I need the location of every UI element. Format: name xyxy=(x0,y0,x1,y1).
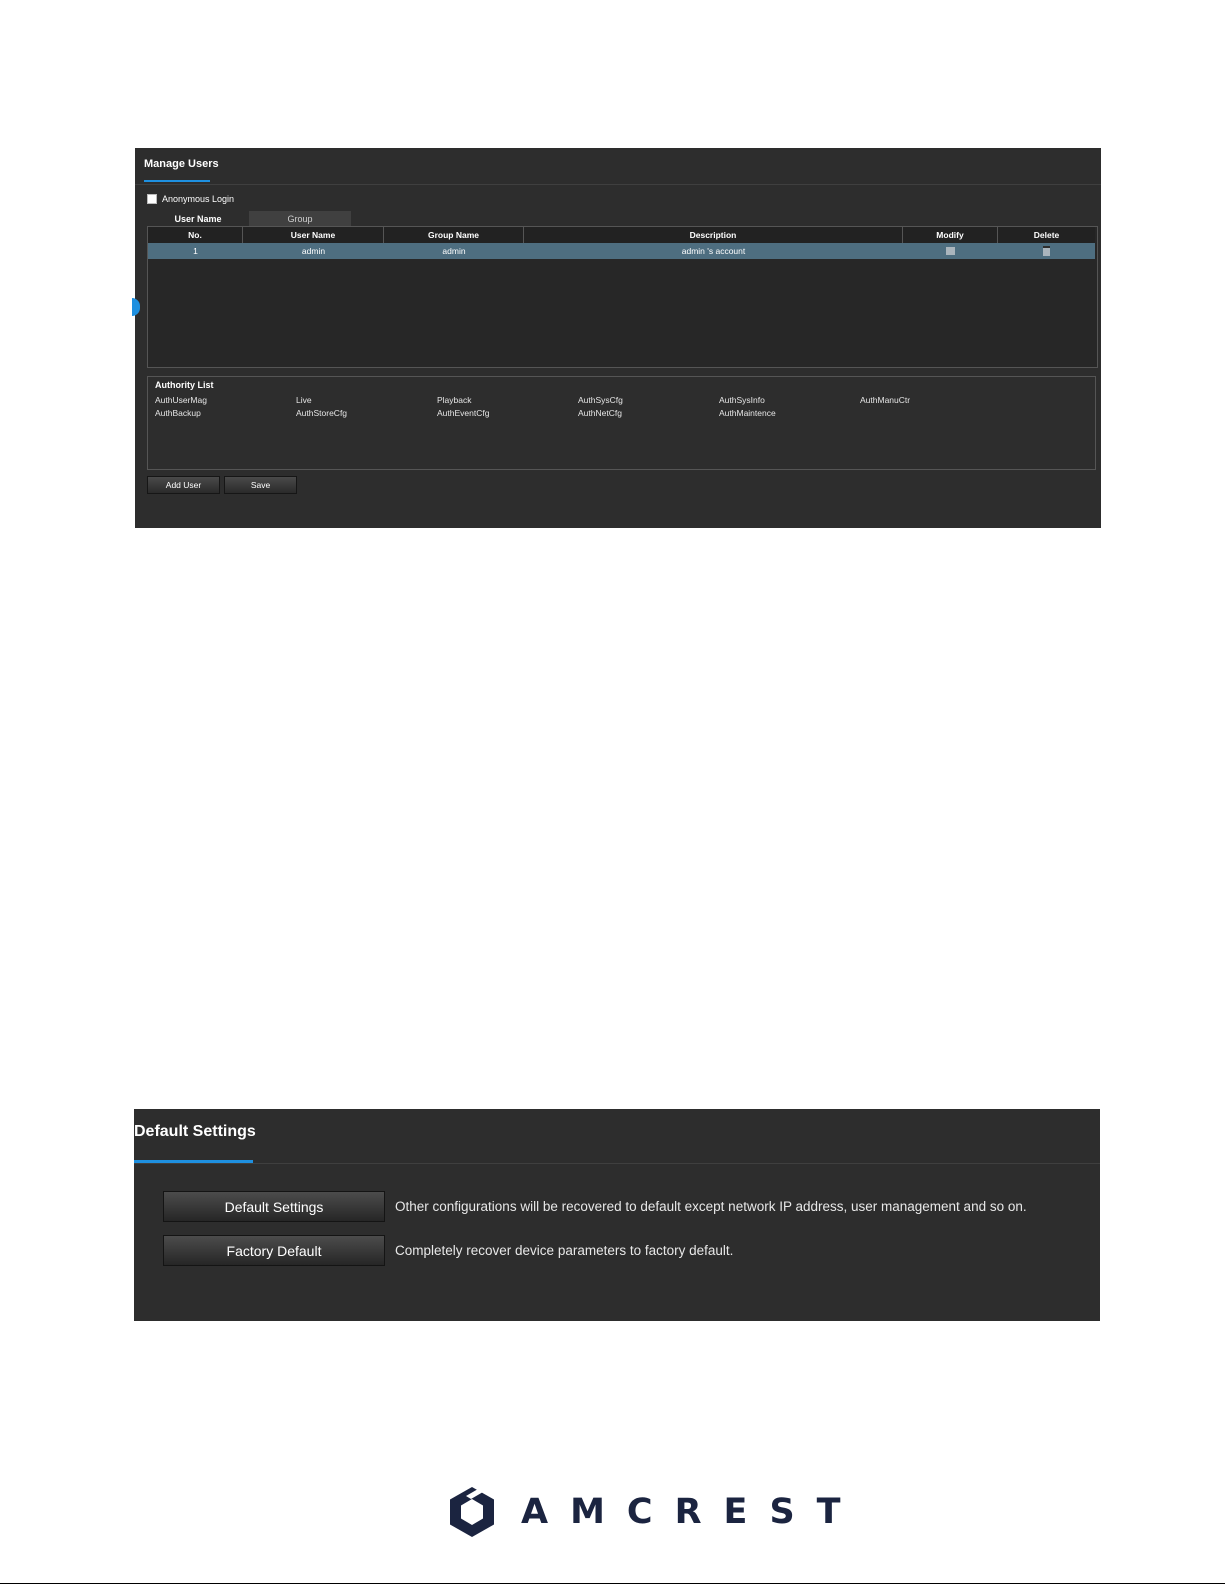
tab-group[interactable]: Group xyxy=(249,211,351,226)
authority-item: AuthMaintence xyxy=(719,408,776,418)
default-settings-button[interactable]: Default Settings xyxy=(163,1191,385,1222)
anonymous-login-label: Anonymous Login xyxy=(162,194,235,204)
cell-user-name: admin xyxy=(243,243,384,259)
cell-description: admin 's account xyxy=(524,243,903,259)
column-header-group-name[interactable]: Group Name xyxy=(384,227,524,243)
cell-modify xyxy=(903,243,998,259)
column-header-no[interactable]: No. xyxy=(148,227,243,243)
trash-icon[interactable] xyxy=(1043,246,1050,256)
logo-wordmark: AMCREST xyxy=(521,1492,863,1532)
sidebar-toggle-handle[interactable] xyxy=(132,298,140,316)
anonymous-login-option[interactable] xyxy=(147,194,234,204)
authority-item: AuthStoreCfg xyxy=(296,408,348,418)
save-button[interactable]: Save xyxy=(224,476,297,494)
default-settings-description: Other configurations will be recovered to default except network IP address, user management and so on. xyxy=(395,1199,1027,1214)
table-row[interactable] xyxy=(148,243,1097,259)
authority-item: AuthNetCfg xyxy=(578,408,622,418)
panel-header xyxy=(135,148,1101,185)
anonymous-login-checkbox[interactable] xyxy=(147,194,157,204)
authority-item: Live xyxy=(296,395,312,405)
edit-icon[interactable] xyxy=(946,247,955,255)
add-user-button[interactable]: Add User xyxy=(147,476,220,494)
amcrest-logo xyxy=(449,1486,863,1538)
authority-grid xyxy=(155,395,1001,418)
cell-delete xyxy=(998,243,1095,259)
column-header-modify: Modify xyxy=(903,227,998,243)
footer-divider xyxy=(0,1583,1225,1584)
tab-user-name[interactable]: User Name xyxy=(147,211,249,226)
column-header-delete: Delete xyxy=(998,227,1095,243)
default-settings-row xyxy=(163,1191,1027,1222)
action-buttons xyxy=(147,476,297,494)
authority-list-title: Authority List xyxy=(155,380,214,390)
authority-item: Playback xyxy=(437,395,472,405)
cell-group-name: admin xyxy=(384,243,524,259)
cell-no: 1 xyxy=(148,243,243,259)
panel-header xyxy=(134,1109,1100,1164)
authority-item: AuthUserMag xyxy=(155,395,207,405)
authority-item: AuthSysCfg xyxy=(578,395,623,405)
user-tabs xyxy=(147,211,351,226)
factory-default-description: Completely recover device parameters to factory default. xyxy=(395,1243,734,1258)
page-title: Default Settings xyxy=(134,1123,256,1140)
column-header-user-name[interactable]: User Name xyxy=(243,227,384,243)
authority-item: AuthEventCfg xyxy=(437,408,490,418)
column-header-description[interactable]: Description xyxy=(524,227,903,243)
title-underline xyxy=(134,1160,253,1163)
manage-users-panel xyxy=(135,148,1101,528)
users-table xyxy=(147,226,1098,368)
factory-default-button[interactable]: Factory Default xyxy=(163,1235,385,1266)
authority-item: AuthManuCtr xyxy=(860,395,911,405)
authority-item: AuthSysInfo xyxy=(719,395,765,405)
title-underline xyxy=(144,180,210,182)
authority-item: AuthBackup xyxy=(155,408,201,418)
factory-default-row xyxy=(163,1235,733,1266)
amcrest-logo-icon xyxy=(449,1486,495,1538)
table-header-row xyxy=(148,227,1097,243)
authority-list xyxy=(147,376,1096,470)
default-settings-panel xyxy=(134,1109,1100,1321)
page-title: Manage Users xyxy=(144,158,219,170)
